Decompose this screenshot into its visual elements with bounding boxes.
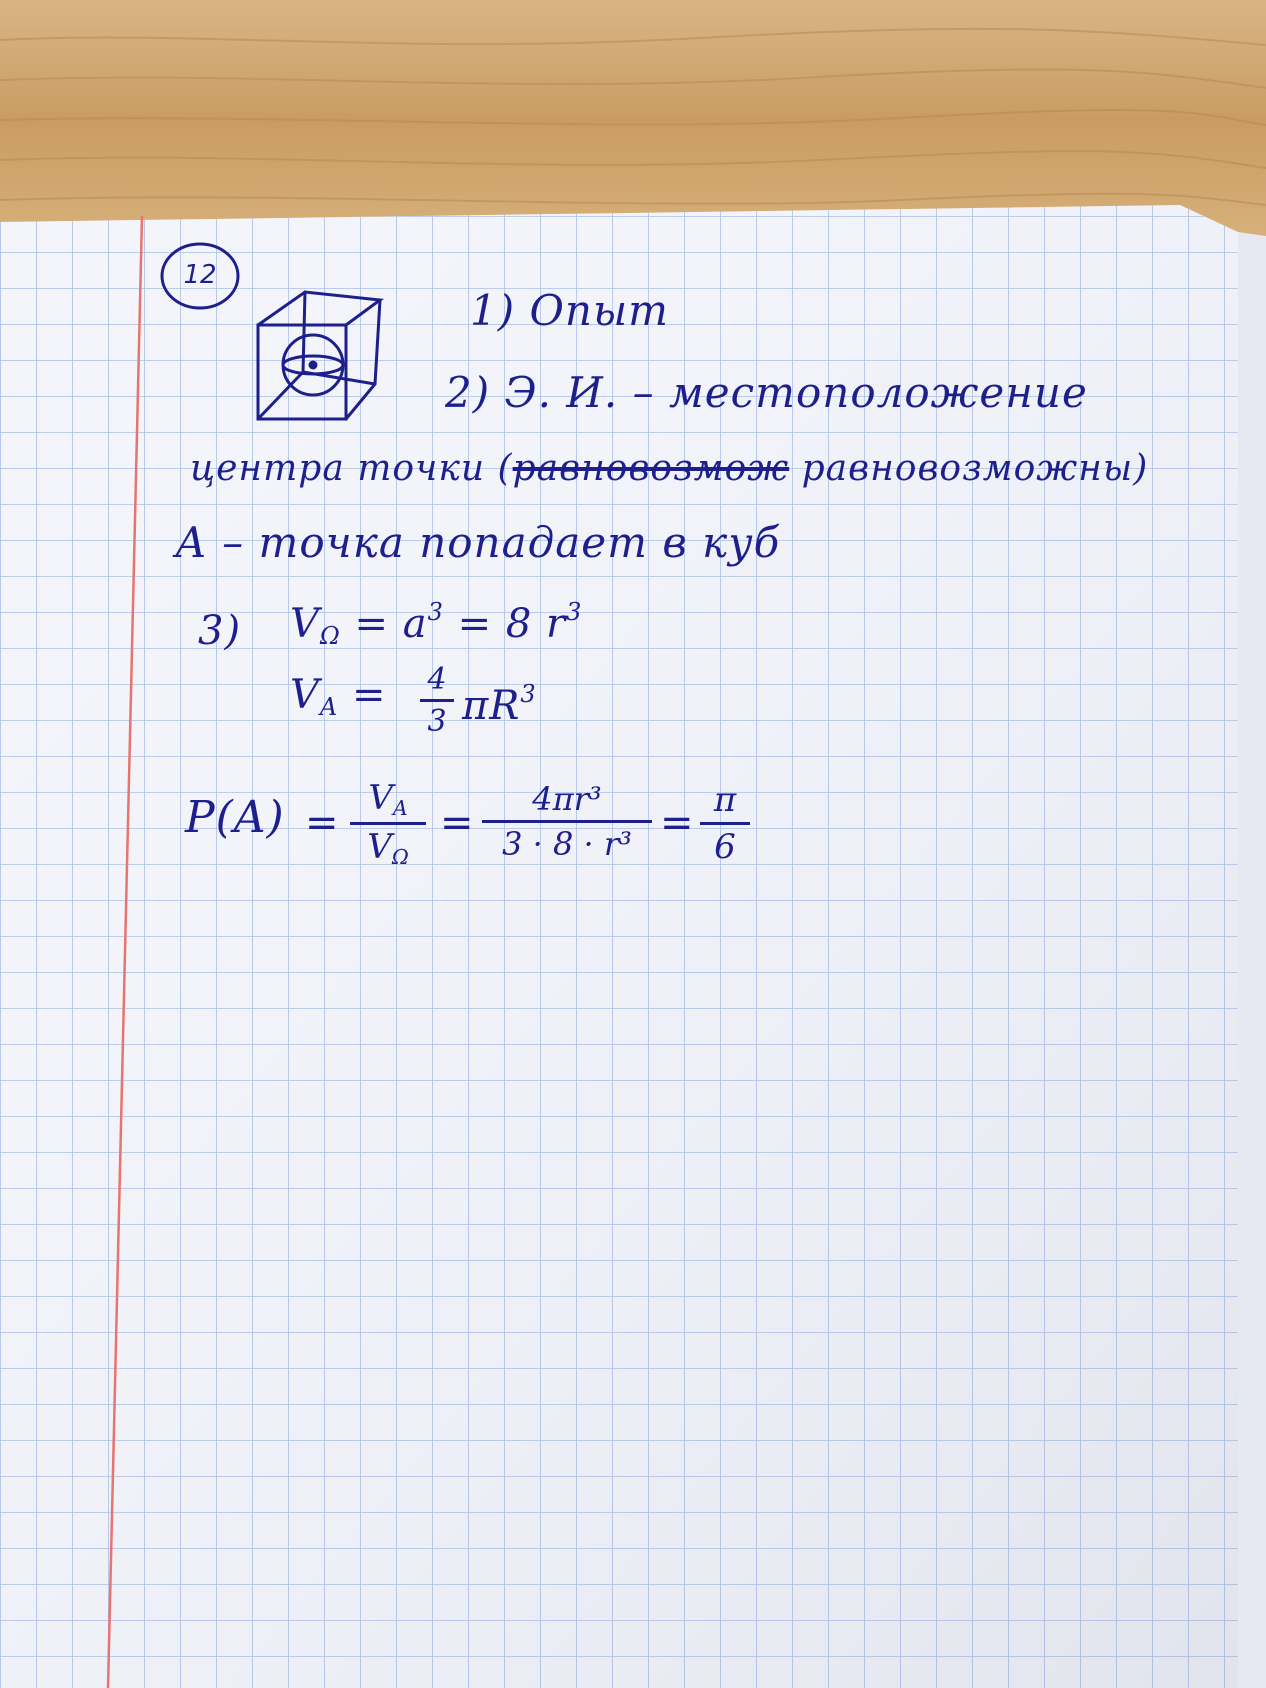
page-shading bbox=[0, 205, 1238, 1688]
v-omega-subscript: Ω bbox=[319, 621, 341, 650]
p-frac2-bar bbox=[482, 820, 652, 823]
p-frac3-bar bbox=[700, 822, 750, 825]
v-omega-mid: = a bbox=[340, 600, 428, 647]
probability-eq-2: = bbox=[440, 800, 474, 846]
probability-fraction-1 bbox=[350, 778, 426, 869]
probability-label: P(A) bbox=[185, 792, 285, 843]
line-center-before: центра точки ( bbox=[190, 448, 513, 489]
probability-fraction-3 bbox=[700, 780, 750, 867]
next-page-edge bbox=[1238, 232, 1266, 1688]
probability-eq-3: = bbox=[660, 800, 694, 846]
p-frac2-num: 4πr³ bbox=[532, 780, 602, 818]
event-a-definition: А – точка попадает в куб bbox=[175, 518, 781, 567]
v-a-fraction bbox=[420, 662, 454, 739]
p-frac1-den bbox=[350, 827, 426, 869]
v-a-rest bbox=[462, 680, 537, 729]
line-center-after: равновозможны) bbox=[789, 448, 1149, 489]
step-3-label: 3) bbox=[198, 608, 242, 654]
p-frac1-den-symbol: V bbox=[367, 827, 392, 868]
v-omega-symbol: V bbox=[290, 600, 320, 647]
p-frac1-bar bbox=[350, 822, 426, 825]
p-frac2-den: 3 · 8 · r³ bbox=[502, 825, 632, 863]
v-a-eq: = bbox=[338, 672, 387, 718]
probability-eq-1: = bbox=[305, 800, 339, 846]
line-center-of-point bbox=[190, 448, 1148, 489]
v-a-frac-den: 3 bbox=[427, 704, 447, 739]
problem-number: 12 bbox=[183, 260, 217, 290]
crossed-out-word: равновозмож bbox=[512, 448, 790, 489]
v-omega-rest: = 8 r bbox=[443, 600, 567, 647]
v-a-rest-text: πR bbox=[462, 682, 521, 729]
volume-a-formula bbox=[290, 672, 386, 721]
v-omega-exp-r: 3 bbox=[566, 598, 583, 626]
v-a-subscript: A bbox=[319, 693, 339, 722]
v-a-exp: 3 bbox=[520, 680, 537, 708]
v-a-frac-bar bbox=[420, 699, 454, 702]
p-frac3-num: π bbox=[713, 780, 737, 820]
v-a-symbol: V bbox=[290, 672, 320, 718]
p-frac1-num bbox=[350, 778, 426, 820]
p-frac1-num-sub: A bbox=[392, 796, 408, 821]
probability-fraction-2 bbox=[482, 780, 652, 863]
step-1-experiment: 1) Опыт bbox=[470, 286, 669, 335]
p-frac1-num-symbol: V bbox=[368, 778, 393, 818]
p-frac1-den-sub: Ω bbox=[391, 845, 409, 870]
p-frac3-den: 6 bbox=[714, 827, 736, 867]
volume-omega-formula bbox=[290, 598, 582, 650]
step-2-elementary-outcome: 2) Э. И. – местоположение bbox=[445, 368, 1088, 417]
v-omega-exp-a: 3 bbox=[427, 598, 444, 626]
v-a-frac-num: 4 bbox=[427, 662, 447, 697]
